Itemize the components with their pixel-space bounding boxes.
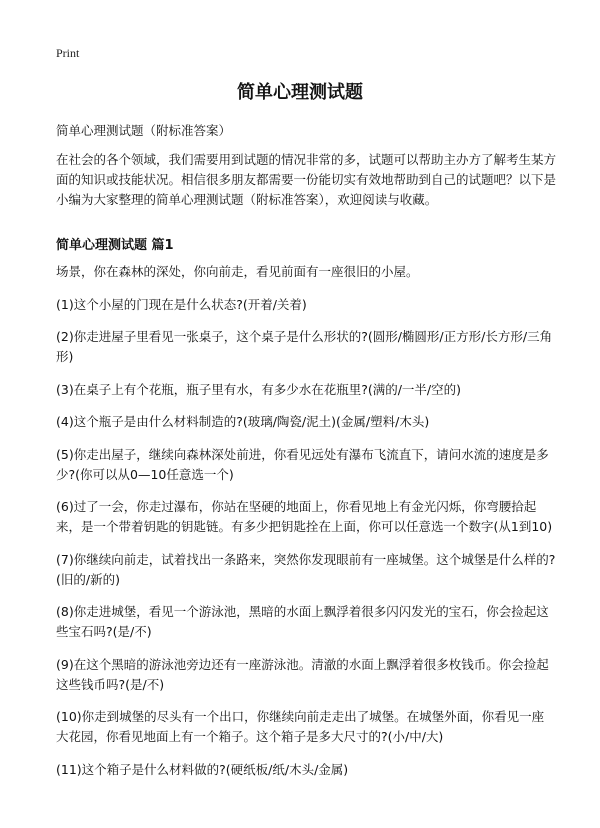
question-item: (4)这个瓶子是由什么材料制造的?(玻璃/陶瓷/泥土)(金属/塑料/木头)	[56, 414, 430, 429]
scene-paragraph: 场景，你在森林的深处，你向前走，看见前面有一座很旧的小屋。	[56, 264, 419, 279]
question-item: (2)你走进屋子里看见一张桌子，这个桌子是什么形状的?(圆形/椭圆形/正方形/长方形/三角形)	[56, 329, 553, 364]
question-item: (10)你走到城堡的尽头有一个出口，你继续向前走走出了城堡。在城堡外面，你看见一座大花园，你看见地面上有一个箱子。这个箱子是多大尺寸的?(小/中/大)	[56, 709, 545, 744]
question-item: (9)在这个黑暗的游泳池旁边还有一座游泳池。清澈的水面上飘浮着很多枚钱币。你会捡起这些钱币吗?(是/不)	[56, 656, 549, 692]
question-list	[56, 262, 556, 792]
print-link[interactable]: Print	[56, 46, 80, 60]
question-item: (11)这个箱子是什么材料做的?(硬纸板/纸/木头/金属)	[56, 761, 349, 777]
page-title: 简单心理测试题	[237, 82, 363, 103]
intro-paragraph: 在社会的各个领域，我们需要用到试题的情况非常的多，试题可以帮助主办方了解考生某方面的知识或技能状况。相信很多朋友都需要一份能切实有效地帮助到自己的试题吧？以下是小编为大家整理的简单心理测试题（附标准答案），欢迎阅读与收藏。	[56, 152, 557, 207]
question-item: (1)这个小屋的门现在是什么状态?(开着/关着)	[56, 296, 307, 312]
section-heading: 简单心理测试题 篇1	[56, 238, 174, 253]
question-item: (5)你走出屋子，继续向森林深处前进，你看见远处有瀑布飞流直下，请问水流的速度是多少?(你可以从0—10任意选一个)	[56, 446, 549, 482]
question-item: (8)你走进城堡，看见一个游泳池，黑暗的水面上飘浮着很多闪闪发光的宝石，你会捡起这些宝石吗?(是/不)	[56, 604, 549, 639]
question-item: (7)你继续向前走，试着找出一条路来，突然你发现眼前有一座城堡。这个城堡是什么样的?(旧的/新的)	[56, 551, 556, 587]
question-item: (3)在桌子上有个花瓶，瓶子里有水，有多少水在花瓶里?(满的/一半/空的)	[56, 381, 462, 397]
question-item: (6)过了一会，你走过瀑布，你站在坚硬的地面上，你看见地上有金光闪烁，你弯腰拾起来，是一个带着钥匙的钥匙链。有多少把钥匙拴在上面，你可以任意选一个数字(从1到10)	[56, 499, 553, 534]
document-subtitle: 简单心理测试题（附标准答案）	[56, 123, 232, 138]
